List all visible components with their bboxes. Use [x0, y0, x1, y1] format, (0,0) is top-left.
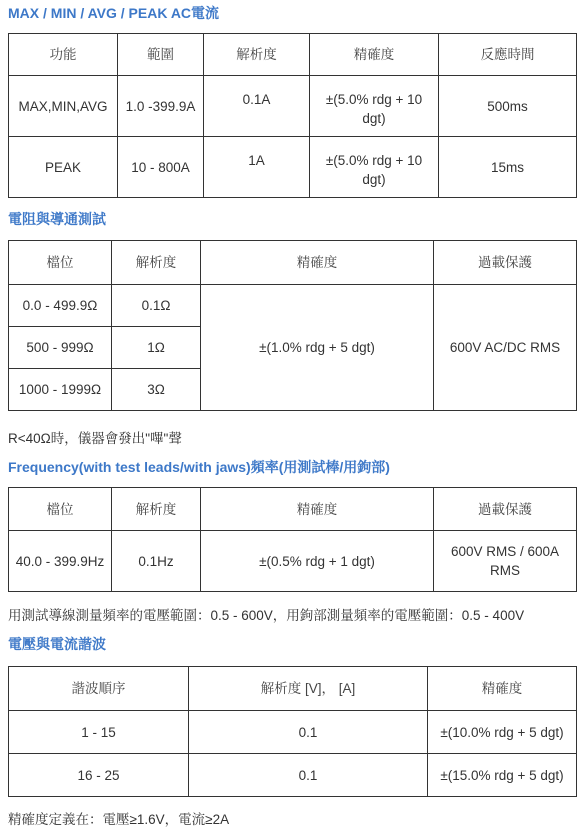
- accuracy-definition-note: 精確度定義在：電壓≥1.6V，電流≥2A: [8, 812, 230, 827]
- header-resolution: 解析度: [204, 34, 310, 76]
- cell-range: 40.0 - 399.9Hz: [9, 531, 112, 592]
- header-function: 功能: [9, 34, 118, 76]
- cell-resolution: 0.1A: [204, 76, 310, 137]
- table-row: [9, 754, 577, 797]
- table-row: [9, 76, 577, 137]
- table-header-row: [9, 667, 577, 711]
- cell-accuracy: ±(10.0% rdg + 5 dgt): [428, 711, 577, 754]
- cell-resolution: 1A: [204, 137, 310, 198]
- header-resolution: 解析度: [112, 241, 201, 285]
- cell-resolution: 3Ω: [112, 369, 201, 411]
- header-accuracy: 精確度: [201, 488, 434, 531]
- resistance-table: [8, 240, 577, 411]
- cell-response-time: 15ms: [439, 137, 577, 198]
- section-title-harmonics: 電壓與電流諧波: [8, 636, 106, 652]
- cell-resolution: 0.1Ω: [112, 285, 201, 327]
- frequency-voltage-note: 用測試導線測量頻率的電壓範圍：0.5 - 600V，用鉤部測量頻率的電壓範圍：0.5 - 400V: [8, 608, 525, 623]
- header-range: 檔位: [9, 241, 112, 285]
- header-accuracy: 精確度: [201, 241, 434, 285]
- section-title-frequency: Frequency(with test leads/with jaws)頻率(用測試棒/用鉤部): [8, 459, 390, 475]
- header-overload-protection: 過載保護: [434, 241, 577, 285]
- header-range: 檔位: [9, 488, 112, 531]
- header-harmonic-order: 諧波順序: [9, 667, 189, 711]
- cell-resolution: 1Ω: [112, 327, 201, 369]
- cell-harmonic-order: 16 - 25: [9, 754, 189, 797]
- frequency-table: [8, 487, 577, 592]
- header-resolution: 解析度 [V]， [A]: [189, 667, 428, 711]
- table-row: [9, 137, 577, 198]
- cell-function: MAX,MIN,AVG: [9, 76, 118, 137]
- table-row: [9, 711, 577, 754]
- cell-accuracy: ±(0.5% rdg + 1 dgt): [201, 531, 434, 592]
- cell-range: 10 - 800A: [118, 137, 204, 198]
- table-header-row: [9, 488, 577, 531]
- section-title-resistance: 電阻與導通測試: [8, 211, 106, 227]
- cell-overload-protection: 600V AC/DC RMS: [434, 285, 577, 411]
- header-response-time: 反應時間: [439, 34, 577, 76]
- header-range: 範圍: [118, 34, 204, 76]
- header-accuracy: 精確度: [428, 667, 577, 711]
- cell-range: 1.0 -399.9A: [118, 76, 204, 137]
- cell-resolution: 0.1: [189, 754, 428, 797]
- cell-response-time: 500ms: [439, 76, 577, 137]
- cell-accuracy: ±(15.0% rdg + 5 dgt): [428, 754, 577, 797]
- header-resolution: 解析度: [112, 488, 201, 531]
- continuity-beep-note: R<40Ω時，儀器會發出"嗶"聲: [8, 431, 182, 446]
- cell-range: 500 - 999Ω: [9, 327, 112, 369]
- cell-accuracy: ±(5.0% rdg + 10 dgt): [310, 137, 439, 198]
- section-title-ac-current: MAX / MIN / AVG / PEAK AC電流: [8, 5, 220, 21]
- header-overload-protection: 過載保護: [434, 488, 577, 531]
- cell-range: 1000 - 1999Ω: [9, 369, 112, 411]
- table-row: [9, 531, 577, 592]
- ac-current-table: [8, 33, 577, 198]
- cell-overload-protection: 600V RMS / 600A RMS: [434, 531, 577, 592]
- header-accuracy: 精確度: [310, 34, 439, 76]
- table-header-row: [9, 241, 577, 285]
- cell-range: 0.0 - 499.9Ω: [9, 285, 112, 327]
- cell-resolution: 0.1Hz: [112, 531, 201, 592]
- cell-accuracy: ±(5.0% rdg + 10 dgt): [310, 76, 439, 137]
- cell-accuracy: ±(1.0% rdg + 5 dgt): [201, 285, 434, 411]
- cell-resolution: 0.1: [189, 711, 428, 754]
- cell-function: PEAK: [9, 137, 118, 198]
- table-header-row: [9, 34, 577, 76]
- table-row: [9, 285, 577, 327]
- cell-harmonic-order: 1 - 15: [9, 711, 189, 754]
- harmonics-table: [8, 666, 577, 797]
